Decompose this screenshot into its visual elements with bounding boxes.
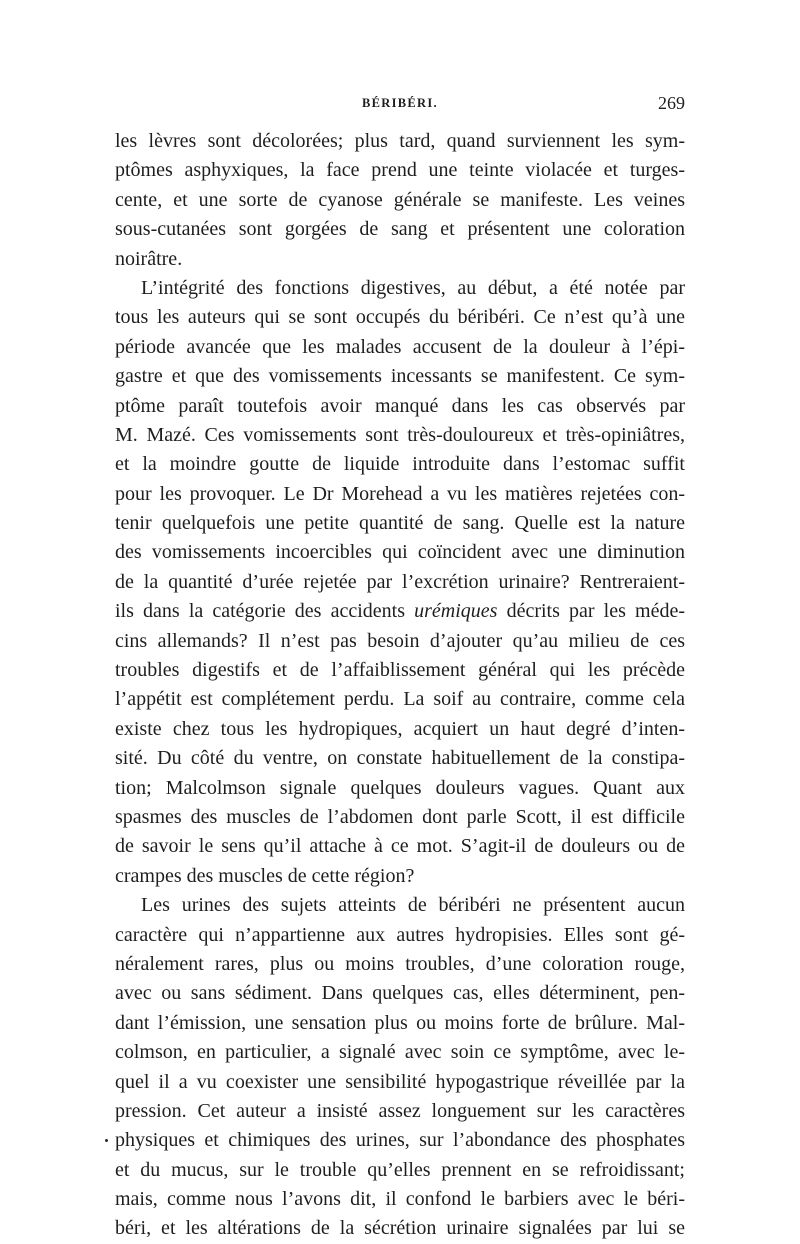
text-line: béri, et les altérations de la sécrétion urinaire signalées par lui se — [115, 1217, 685, 1240]
text-line: de la quantité d’urée rejetée par l’excrétion urinaire? Rentreraient- — [115, 570, 685, 593]
text-line: et du mucus, sur le trouble qu’elles prennent en se refroidissant; — [115, 1158, 685, 1181]
text-line: cins allemands? Il n’est pas besoin d’ajouter qu’au milieu de ces — [115, 629, 685, 652]
text-line: noirâtre. — [115, 247, 183, 270]
text-line: néralement rares, plus ou moins troubles, d’une coloration rouge, — [115, 952, 685, 975]
text-line: l’appétit est complétement perdu. La soif au contraire, comme cela — [115, 688, 685, 711]
body-text — [115, 127, 685, 1244]
text-line: tous les auteurs qui se sont occupés du béribéri. Ce n’est qu’à une — [115, 306, 685, 329]
text-line: tenir quelquefois une petite quantité de sang. Quelle est la nature — [115, 512, 685, 535]
page-header — [115, 93, 685, 116]
text-line: ptômes asphyxiques, la face prend une teinte violacée et turges- — [115, 159, 685, 182]
text-segment: décrits par les méde- — [497, 600, 685, 623]
text-line: et la moindre goutte de liquide introduite dans l’estomac suffit — [115, 453, 685, 476]
text-line: pour les provoquer. Le Dr Morehead a vu les matières rejetées con- — [115, 482, 685, 505]
text-segment: ils dans la catégorie des accidents — [115, 600, 415, 623]
text-line: pression. Cet auteur a insisté assez longuement sur les caractères — [115, 1099, 685, 1122]
text-line: cente, et une sorte de cyanose générale se manifeste. Les veines — [115, 188, 685, 211]
text-line: Les urines des sujets atteints de béribéri ne présentent aucun — [141, 894, 685, 917]
text-line: crampes des muscles de cette région? — [115, 864, 415, 887]
running-head: BÉRIBÉRI. — [362, 96, 438, 110]
text-line: ptôme paraît toutefois avoir manqué dans les cas observés par — [115, 394, 685, 417]
text-line: caractère qui n’appartienne aux autres hydropisies. Elles sont gé- — [115, 923, 685, 946]
text-line: quel il a vu coexister une sensibilité hypogastrique réveillée par la — [115, 1070, 685, 1093]
text-line: sité. Du côté du ventre, on constate habituellement de la constipa- — [115, 747, 685, 770]
text-line: physiques et chimiques des urines, sur l’abondance des phosphates — [115, 1126, 685, 1155]
text-line — [115, 597, 685, 626]
text-line: de savoir le sens qu’il attache à ce mot. S’agit-il de douleurs ou de — [115, 835, 685, 858]
text-line: gastre et que des vomissements incessants se manifestent. Ce sym- — [115, 365, 685, 388]
text-line: les lèvres sont décolorées; plus tard, quand surviennent les sym- — [115, 130, 685, 152]
text-line: tion; Malcolmson signale quelques douleurs vagues. Quant aux — [115, 776, 685, 799]
page-number: 269 — [658, 93, 685, 113]
text-line: L’intégrité des fonctions digestives, au début, a été notée par — [141, 276, 685, 299]
text-line: avec ou sans sédiment. Dans quelques cas, elles déterminent, pen- — [115, 982, 685, 1005]
text-line: troubles digestifs et de l’affaiblissement général qui les précède — [115, 659, 685, 682]
italic-term: urémiques — [414, 600, 498, 623]
text-line: spasmes des muscles de l’abdomen dont parle Scott, il est difficile — [115, 805, 685, 828]
text-line: des vomissements incoercibles qui coïncident avec une diminution — [115, 541, 685, 564]
text-line: M. Mazé. Ces vomissements sont très-douloureux et très-opiniâtres, — [115, 423, 685, 446]
text-line: mais, comme nous l’avons dit, il confond le barbiers avec le béri- — [115, 1188, 685, 1211]
text-line: existe chez tous les hydropiques, acquiert un haut degré d’inten- — [115, 717, 685, 740]
text-line: dant l’émission, une sensation plus ou moins forte de brûlure. Mal- — [115, 1011, 685, 1034]
text-line: colmson, en particulier, a signalé avec soin ce symptôme, avec le- — [115, 1041, 685, 1064]
text-line: période avancée que les malades accusent de la douleur à l’épi- — [115, 335, 685, 358]
text-line: sous-cutanées sont gorgées de sang et présentent une coloration — [115, 218, 685, 241]
